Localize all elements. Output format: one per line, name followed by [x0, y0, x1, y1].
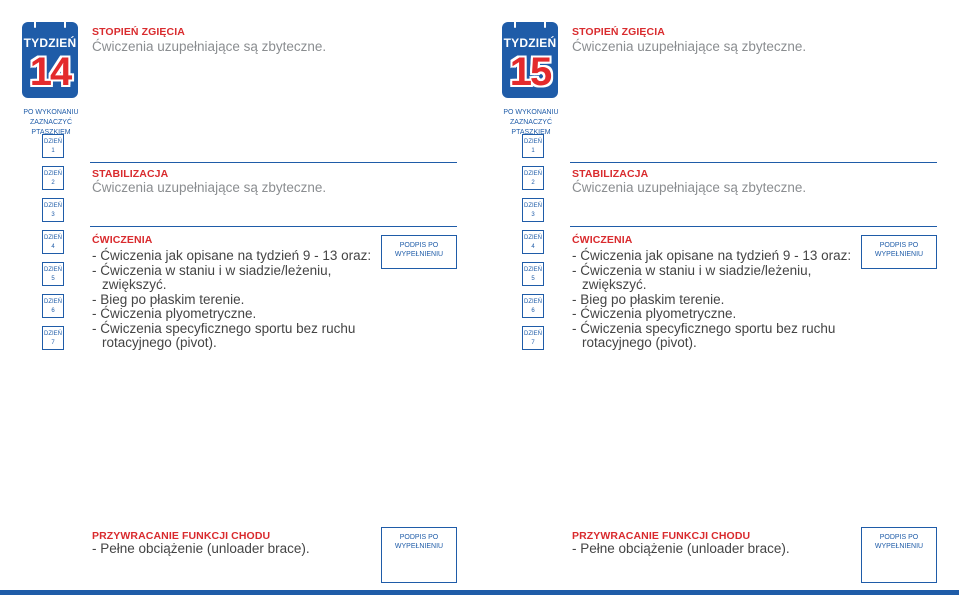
cwiczenia-line: rotacyjnego (pivot).: [582, 335, 697, 350]
cwiczenia-line: - Ćwiczenia specyficznego sportu bez ruchu: [572, 320, 836, 336]
day-5-checkbox[interactable]: [42, 262, 64, 286]
day-label: DZIEŃ: [44, 299, 62, 305]
day-label: DZIEŃ: [44, 267, 62, 273]
przywracanie-text: - Pełne obciążenie (unloader brace).: [572, 541, 790, 556]
przywracanie-title: PRZYWRACANIE FUNKCJI CHODU: [92, 530, 271, 542]
cwiczenia-line: - Ćwiczenia jak opisane na tydzień 9 - 13 oraz:: [92, 248, 372, 263]
cwiczenia-line: - Bieg po płaskim terenie.: [572, 291, 725, 307]
day-label: DZIEŃ: [524, 331, 542, 337]
week-15-column: [480, 0, 950, 590]
calendar-ring: [542, 22, 548, 30]
day-label: DZIEŃ: [44, 203, 62, 209]
day-1-checkbox[interactable]: [522, 134, 544, 158]
cwiczenia-title: ĆWICZENIA: [572, 234, 633, 246]
bottom-stripe: [0, 590, 959, 595]
stabilizacja-text: Ćwiczenia uzupełniające są zbyteczne.: [92, 180, 327, 195]
cwiczenia-line: - Ćwiczenia jak opisane na tydzień 9 - 13 oraz:: [572, 248, 852, 263]
divider: [90, 226, 457, 227]
day-label: DZIEŃ: [524, 171, 542, 177]
stopien-title: STOPIEŃ ZGIĘCIA: [92, 26, 185, 38]
day-number: 6: [531, 308, 535, 314]
day-2-checkbox[interactable]: [522, 166, 544, 190]
day-label: DZIEŃ: [44, 235, 62, 241]
cwiczenia-line: - Ćwiczenia specyficznego sportu bez ruchu: [92, 320, 356, 336]
stopien-title: STOPIEŃ ZGIĘCIA: [572, 26, 665, 38]
day-3-checkbox[interactable]: [522, 198, 544, 222]
day-6-checkbox[interactable]: [522, 294, 544, 318]
week-number: 15: [509, 50, 551, 94]
stopien-text: Ćwiczenia uzupełniające są zbyteczne.: [572, 39, 807, 54]
calendar-ring: [512, 22, 518, 30]
stabilizacja-text: Ćwiczenia uzupełniające są zbyteczne.: [572, 180, 807, 195]
day-number: 1: [51, 148, 55, 154]
week-label: TYDZIEŃ: [503, 36, 557, 50]
day-label: DZIEŃ: [524, 267, 542, 273]
cwiczenia-line: - Ćwiczenia plyometryczne.: [572, 306, 737, 321]
day-label: DZIEŃ: [44, 139, 62, 145]
cwiczenia-line: rotacyjnego (pivot).: [102, 335, 217, 350]
day-4-checkbox[interactable]: [522, 230, 544, 254]
day-4-checkbox[interactable]: [42, 230, 64, 254]
przywracanie-title: PRZYWRACANIE FUNKCJI CHODU: [572, 530, 751, 542]
day-3-checkbox[interactable]: [42, 198, 64, 222]
day-label: DZIEŃ: [524, 139, 542, 145]
cwiczenia-line: - Ćwiczenia w staniu i w siadzie/leżeniu,: [92, 262, 332, 278]
day-number: 5: [51, 276, 55, 282]
day-7-checkbox[interactable]: [42, 326, 64, 350]
day-1-checkbox[interactable]: [42, 134, 64, 158]
day-number: 4: [531, 244, 535, 250]
stabilizacja-title: STABILIZACJA: [92, 168, 169, 180]
day-label: DZIEŃ: [524, 299, 542, 305]
day-label: DZIEŃ: [44, 171, 62, 177]
week-label: TYDZIEŃ: [23, 36, 77, 50]
stopien-text: Ćwiczenia uzupełniające są zbyteczne.: [92, 39, 327, 54]
week-number: 14: [29, 50, 71, 94]
calendar-icon: [22, 22, 78, 98]
signature-box[interactable]: PODPIS PO WYPEŁNIENIU: [861, 527, 937, 583]
signature-box[interactable]: PODPIS PO WYPEŁNIENIU: [381, 527, 457, 583]
day-label: DZIEŃ: [524, 203, 542, 209]
check-note: PO WYKONANIU ZAZNACZYĆ PTASZKIEM: [23, 109, 79, 136]
day-number: 5: [531, 276, 535, 282]
cwiczenia-title: ĆWICZENIA: [92, 234, 153, 246]
cwiczenia-line: zwiększyć.: [582, 277, 647, 292]
day-number: 3: [531, 212, 535, 218]
day-number: 2: [531, 180, 535, 186]
cwiczenia-line: zwiększyć.: [102, 277, 167, 292]
divider: [570, 226, 937, 227]
day-label: DZIEŃ: [524, 235, 542, 241]
day-number: 6: [51, 308, 55, 314]
cwiczenia-list: [92, 249, 371, 351]
divider: [90, 162, 457, 163]
calendar-icon: [502, 22, 558, 98]
przywracanie-text: - Pełne obciążenie (unloader brace).: [92, 541, 310, 556]
signature-box[interactable]: PODPIS PO WYPEŁNIENIU: [381, 235, 457, 269]
calendar-ring: [32, 22, 38, 30]
signature-box[interactable]: PODPIS PO WYPEŁNIENIU: [861, 235, 937, 269]
calendar-ring: [62, 22, 68, 30]
day-number: 7: [51, 340, 55, 346]
day-number: 4: [51, 244, 55, 250]
cwiczenia-line: - Bieg po płaskim terenie.: [92, 291, 245, 307]
check-note: PO WYKONANIU ZAZNACZYĆ PTASZKIEM: [503, 109, 559, 136]
day-label: DZIEŃ: [44, 331, 62, 337]
day-number: 2: [51, 180, 55, 186]
cwiczenia-line: - Ćwiczenia plyometryczne.: [92, 306, 257, 321]
stabilizacja-title: STABILIZACJA: [572, 168, 649, 180]
day-5-checkbox[interactable]: [522, 262, 544, 286]
cwiczenia-list: [572, 249, 851, 351]
day-6-checkbox[interactable]: [42, 294, 64, 318]
divider: [570, 162, 937, 163]
day-number: 1: [531, 148, 535, 154]
week-14-column: [0, 0, 470, 590]
day-number: 7: [531, 340, 535, 346]
day-7-checkbox[interactable]: [522, 326, 544, 350]
cwiczenia-line: - Ćwiczenia w staniu i w siadzie/leżeniu,: [572, 262, 812, 278]
day-2-checkbox[interactable]: [42, 166, 64, 190]
day-number: 3: [51, 212, 55, 218]
